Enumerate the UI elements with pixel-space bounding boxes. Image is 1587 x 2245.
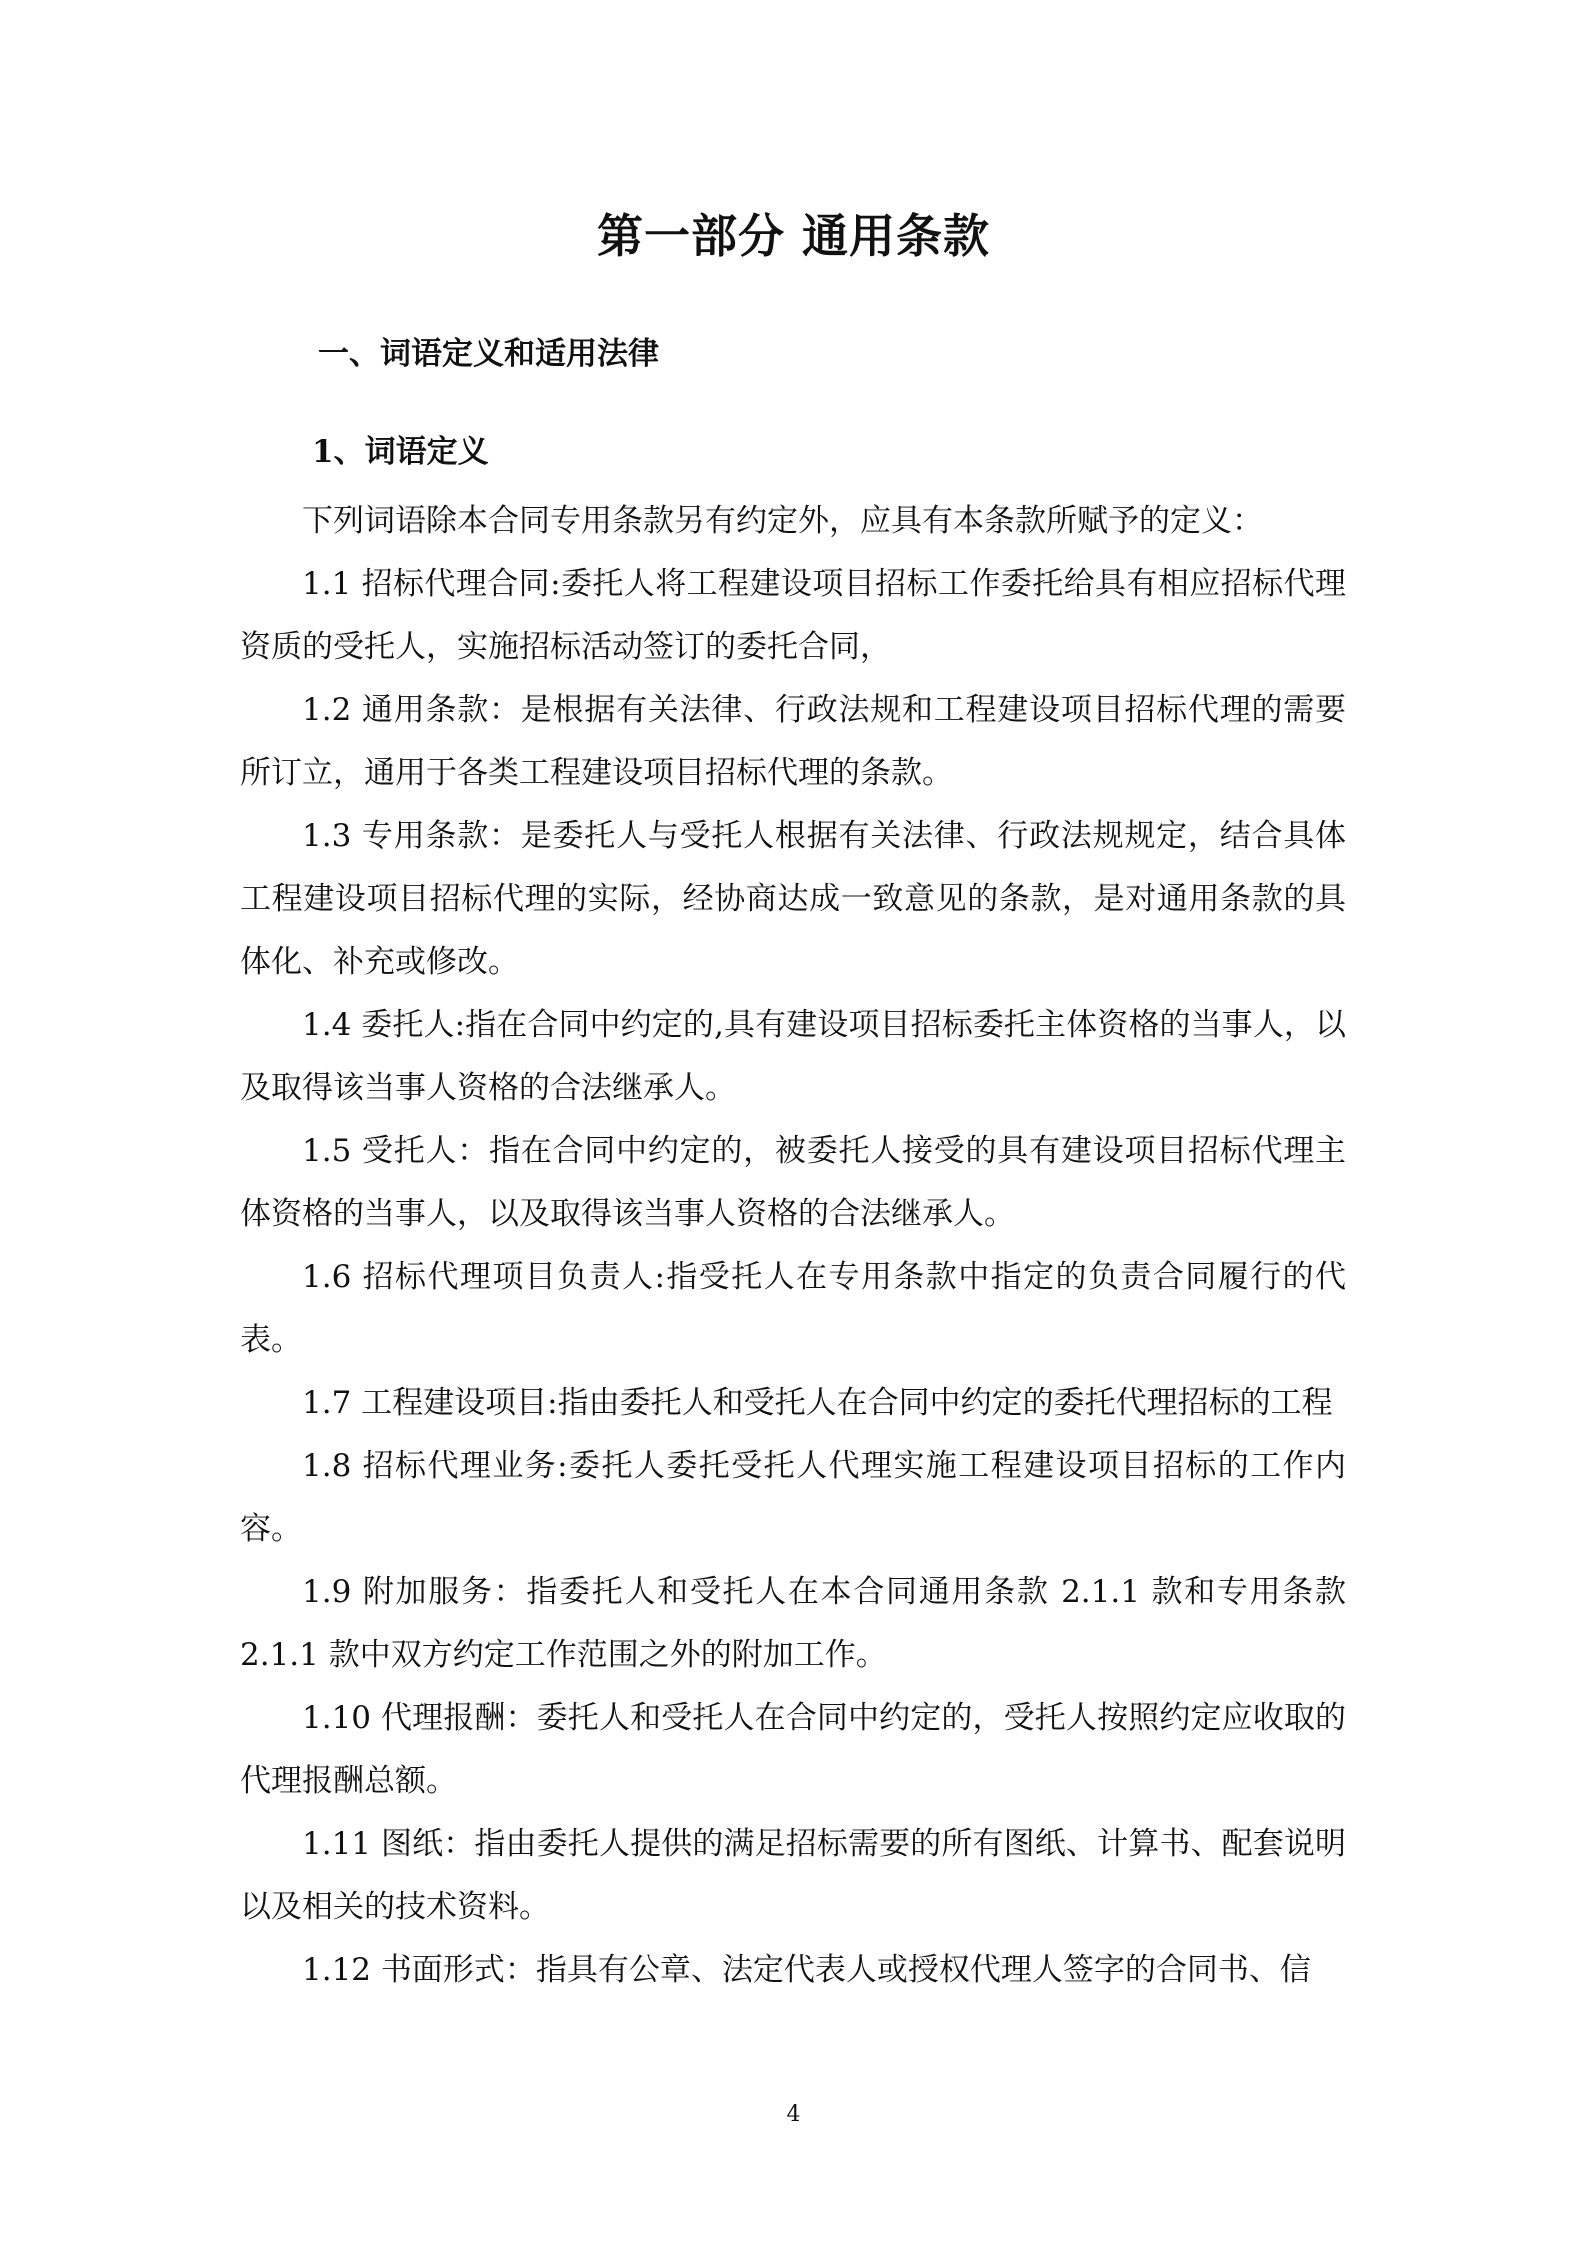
sub-heading: 1、词语定义 [312, 434, 489, 470]
clause-1-12: 1.12 书面形式：指具有公章、法定代表人或授权代理人签字的合同书、信 [302, 1952, 1311, 1988]
clause-1-5: 1.5 受托人：指在合同中约定的，被委托人接受的具有建设项目招标代理主体资格的当事人，以及取得该当事人资格的合法继承人。 [240, 1133, 1346, 1232]
clause-1-1: 1.1 招标代理合同:委托人将工程建设项目招标工作委托给具有相应招标代理资质的受托人，实施招标活动签订的委托合同， [240, 566, 1346, 665]
clause-1-9: 1.9 附加服务：指委托人和受托人在本合同通用条款 2.1.1 款和专用条款 2.1.1 款中双方约定工作范围之外的附加工作。 [240, 1574, 1346, 1673]
clause-1-6: 1.6 招标代理项目负责人:指受托人在专用条款中指定的负责合同履行的代表。 [240, 1259, 1346, 1358]
page-number: 4 [786, 2102, 801, 2127]
clause-1-11: 1.11 图纸：指由委托人提供的满足招标需要的所有图纸、计算书、配套说明以及相关的技术资料。 [240, 1826, 1346, 1925]
intro-paragraph: 下列词语除本合同专用条款另有约定外，应具有本条款所赋予的定义： [302, 503, 1263, 539]
clause-1-10: 1.10 代理报酬：委托人和受托人在合同中约定的，受托人按照约定应收取的代理报酬总额。 [240, 1700, 1346, 1799]
clause-1-8: 1.8 招标代理业务:委托人委托受托人代理实施工程建设项目招标的工作内容。 [240, 1448, 1346, 1547]
clause-1-3: 1.3 专用条款：是委托人与受托人根据有关法律、行政法规规定，结合具体工程建设项目招标代理的实际，经协商达成一致意见的条款，是对通用条款的具体化、补充或修改。 [240, 818, 1346, 980]
section-heading: 一、词语定义和适用法律 [318, 336, 659, 372]
clause-1-2: 1.2 通用条款：是根据有关法律、行政法规和工程建设项目招标代理的需要所订立，通用于各类工程建设项目招标代理的条款。 [240, 692, 1346, 791]
body-text [240, 490, 1346, 2002]
clause-1-4: 1.4 委托人:指在合同中约定的,具有建设项目招标委托主体资格的当事人，以及取得该当事人资格的合法继承人。 [240, 1007, 1346, 1106]
page-title: 第一部分 通用条款 [596, 209, 990, 263]
clause-1-7: 1.7 工程建设项目:指由委托人和受托人在合同中约定的委托代理招标的工程 [302, 1385, 1333, 1421]
